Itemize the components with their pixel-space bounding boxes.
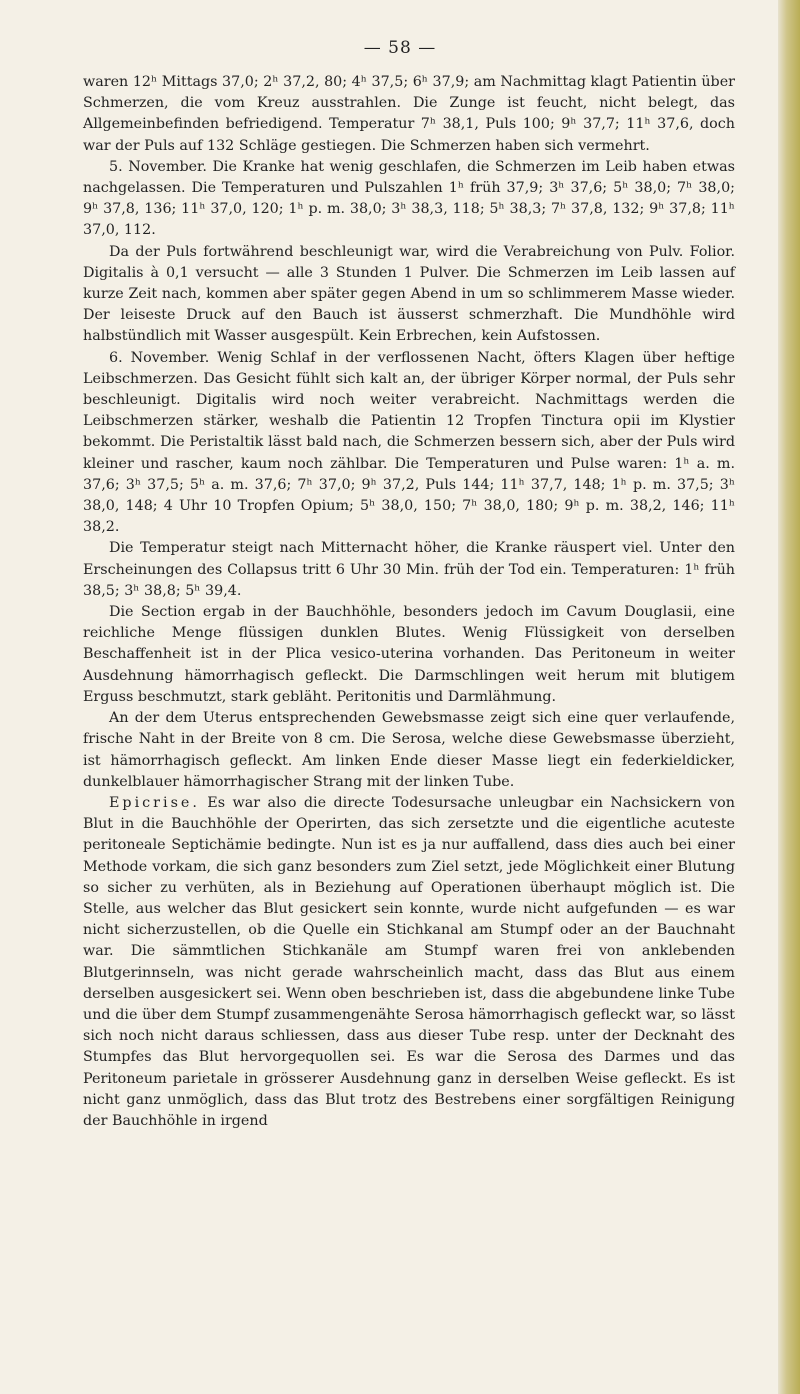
page-edge	[778, 0, 800, 1394]
paragraph-uterus-naht: An der dem Uterus entsprechenden Gewebsmasse zeigt sich eine quer verlaufende, frische Naht in der Breite von 8 cm. Die Serosa, welche diese Gewebsmasse überzieht, ist hämorrhagisch gefleckt. Am linken Ende dieser Masse liegt ein federkieldicker, dunkelblauer hämorrhagischer Strang mit der linken Tube.	[83, 710, 735, 790]
paragraph-6-november: 6. November. Wenig Schlaf in der verflossenen Nacht, öfters Klagen über heftige Leibschmerzen. Das Gesicht fühlt sich kalt an, der übriger Körper normal, der Puls sehr beschleunigt. Digitalis wird noch weiter verabreicht. Nachmittags werden die Leibschmerzen stärker, weshalb die Patientin 12 Tropfen Tinctura opii im Klystier bekommt. Die Peristaltik lässt bald nach, die Schmerzen bessern sich, aber der Puls wird kleiner und rascher, kaum noch zählbar. Die Temperaturen und Pulse waren: 1ʰ a. m. 37,6; 3ʰ 37,5; 5ʰ a. m. 37,6; 7ʰ 37,0; 9ʰ 37,2, Puls 144; 11ʰ 37,7, 148; 1ʰ p. m. 37,5; 3ʰ 38,0, 148; 4 Uhr 10 Tropfen Opium; 5ʰ 38,0, 150; 7ʰ 38,0, 180; 9ʰ p. m. 38,2, 146; 11ʰ 38,2.	[83, 349, 735, 536]
paragraph-digitalis: Da der Puls fortwährend beschleunigt war, wird die Verabreichung von Pulv. Folior. Digitalis à 0,1 versucht — alle 3 Stunden 1 Pulver. Die Schmerzen im Leib lassen auf kurze Zeit nach, kommen aber später gegen Abend in um so schlimmerem Masse wieder. Der leiseste Druck auf den Bauch ist äusserst schmerzhaft. Die Mundhöhle wird halbstündlich mit Wasser ausgespült. Kein Erbrechen, kein Aufstossen.	[83, 243, 735, 345]
paragraph-section: Die Section ergab in der Bauchhöhle, besonders jedoch im Cavum Douglasii, eine reichliche Menge flüssigen dunklen Blutes. Wenig Flüssigkeit von derselben Beschaffenheit ist in der Plica vesico-uterina vorhanden. Das Peritoneum in weiter Ausdehnung hämorrhagisch gefleckt. Die Darmschlingen weit herum mit blutigem Erguss beschmutzt, stark gebläht. Peritonitis und Darmlähmung.	[83, 604, 735, 705]
epicrise-heading: Epicrise.	[109, 794, 200, 811]
paragraph-temperatures-4-november: waren 12ʰ Mittags 37,0; 2ʰ 37,2, 80; 4ʰ 37,5; 6ʰ 37,9; am Nachmittag klagt Patientin über Schmerzen, die vom Kreuz ausstrahlen. Die Zunge ist feucht, nicht belegt, das Allgemeinbefinden befriedigend. Temperatur 7ʰ 38,1, Puls 100; 9ʰ 37,7; 11ʰ 37,6, doch war der Puls auf 132 Schläge gestiegen. Die Schmerzen haben sich vermehrt.	[83, 74, 735, 154]
paragraph-5-november: 5. November. Die Kranke hat wenig geschlafen, die Schmerzen im Leib haben etwas nachgelassen. Die Temperaturen und Pulszahlen 1ʰ früh 37,9; 3ʰ 37,6; 5ʰ 38,0; 7ʰ 38,0; 9ʰ 37,8, 136; 11ʰ 37,0, 120; 1ʰ p. m. 38,0; 3ʰ 38,3, 118; 5ʰ 38,3; 7ʰ 37,8, 132; 9ʰ 37,8; 11ʰ 37,0, 112.	[83, 158, 735, 239]
paragraph-collapsus: Die Temperatur steigt nach Mitternacht höher, die Kranke räuspert viel. Unter den Erscheinungen des Collapsus tritt 6 Uhr 30 Min. früh der Tod ein. Temperaturen: 1ʰ früh 38,5; 3ʰ 38,8; 5ʰ 39,4.	[83, 540, 735, 599]
paragraph-epicrise	[83, 793, 735, 1132]
text-body	[83, 72, 735, 1132]
page-number: — 58 —	[363, 38, 437, 58]
epicrise-text: Es war also die directe Todesursache unleugbar ein Nachsickern von Blut in die Bauchhöhle der Operirten, das sich zersetzte und die eigentliche acuteste peritoneale Septichämie bedingte. Nun ist es ja nur auffallend, dass dies auch bei einer Methode vorkam, die sich ganz besonders zum Ziel setzt, jede Möglichkeit einer Blutung so sicher zu verhüten, als in Beziehung auf Operationen überhaupt möglich ist. Die Stelle, aus welcher das Blut gesickert sein konnte, wurde nicht aufgefunden — es war nicht sicherzustellen, ob die Quelle ein Stichkanal am Stumpf oder an der Bauchnaht war. Die sämmtlichen Stichkanäle am Stumpf waren frei von anklebenden Blutgerinnseln, was nicht gerade wahrscheinlich macht, dass das Blut aus einem derselben ausgesickert sei. Wenn oben beschrieben ist, dass die abgebundene linke Tube und die über dem Stumpf zusammengenähte Serosa hämorrhagisch gefleckt war, so lässt sich noch nicht daraus schliessen, dass aus dieser Tube resp. unter der Decknaht des Stumpfes das Blut hervorgequollen sei. Es war die Serosa des Darmes und das Peritoneum parietale in grösserer Ausdehnung ganz in derselben Weise gefleckt. Es ist nicht ganz unmöglich, dass das Blut trotz des Bestrebens einer sorgfältigen Reinigung der Bauchhöhle in irgend	[83, 794, 735, 1129]
